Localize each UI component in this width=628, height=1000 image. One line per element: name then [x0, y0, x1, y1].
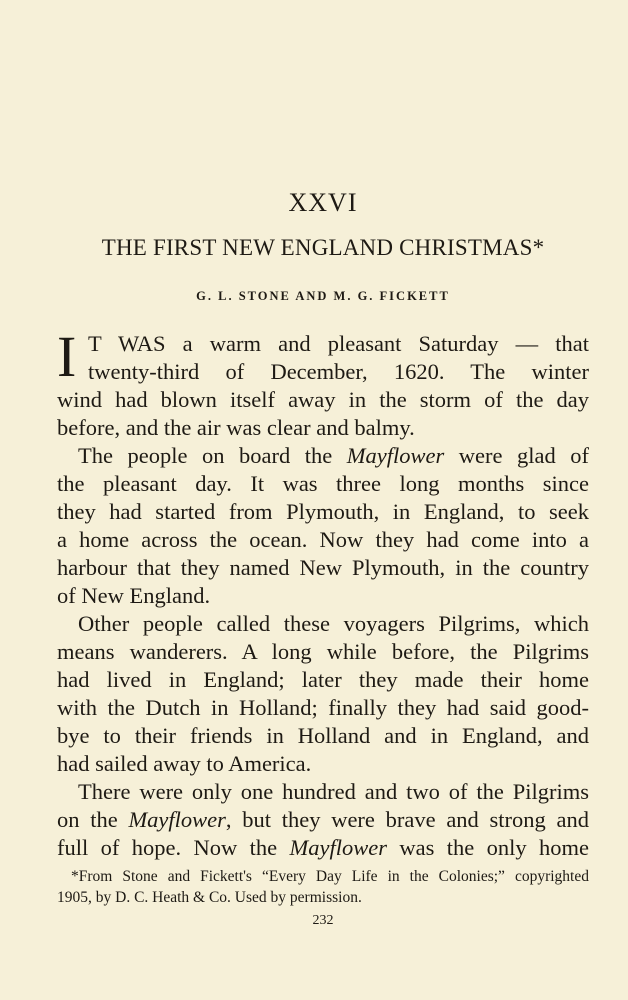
text-run: was the only home — [387, 835, 589, 860]
footnote-line: 1905, by D. C. Heath & Co. Used by permission. — [57, 889, 362, 906]
page-number: 232 — [312, 913, 334, 928]
chapter-number: XXVI — [288, 188, 358, 217]
text-line: wind had blown itself away in the storm of the day — [57, 387, 589, 412]
chapter-title: THE FIRST NEW ENGLAND CHRISTMAS* — [101, 235, 545, 260]
text-line: before, and the air was clear and balmy. — [57, 415, 415, 440]
drop-cap: I — [57, 324, 77, 389]
book-page — [57, 0, 589, 1000]
text-line: twenty-third of December, 1620. The winter — [88, 359, 589, 384]
text-run: , but they were brave and strong and — [225, 807, 589, 832]
text-line: bye to their friends in Holland and in England, and — [57, 723, 589, 748]
ship-name: Mayflower — [289, 835, 387, 860]
text-line: T WAS a warm and pleasant Saturday — that — [88, 331, 589, 356]
ship-name: Mayflower — [128, 807, 226, 832]
text-line: means wanderers. A long while before, the Pilgrims — [57, 639, 589, 664]
footnote — [57, 866, 589, 908]
paragraph-3 — [57, 610, 589, 778]
text-run: on the — [57, 807, 129, 832]
text-run: full of hope. Now the — [57, 835, 290, 860]
paragraph-1 — [57, 324, 589, 442]
text-line: Other people called these voyagers Pilgrims, which — [78, 611, 589, 636]
text-line: had lived in England; later they made their home — [57, 667, 589, 692]
text-line: the pleasant day. It was three long months since — [57, 471, 589, 496]
text-line — [57, 834, 589, 862]
text-run: were glad of — [444, 443, 589, 468]
text-line: There were only one hundred and two of the Pilgrims — [78, 779, 589, 804]
text-line — [57, 442, 589, 470]
paragraph-2 — [57, 442, 589, 610]
text-line — [57, 806, 589, 834]
text-line: of New England. — [57, 583, 211, 608]
text-line: had sailed away to America. — [57, 751, 312, 776]
body-text — [57, 324, 589, 862]
chapter-authors: G. L. STONE AND M. G. FICKETT — [196, 289, 450, 303]
footnote-line: *From Stone and Fickett's “Every Day Life in the Colonies;” copyrighted — [71, 868, 589, 885]
text-line: a home across the ocean. Now they had come into a — [57, 527, 589, 552]
ship-name: Mayflower — [346, 443, 445, 468]
text-line: harbour that they named New Plymouth, in the country — [57, 555, 589, 580]
text-run: The people on board the — [78, 443, 347, 468]
paragraph-4 — [57, 778, 589, 862]
text-line: they had started from Plymouth, in England, to seek — [57, 499, 589, 524]
text-line: with the Dutch in Holland; finally they had said good- — [57, 695, 589, 720]
